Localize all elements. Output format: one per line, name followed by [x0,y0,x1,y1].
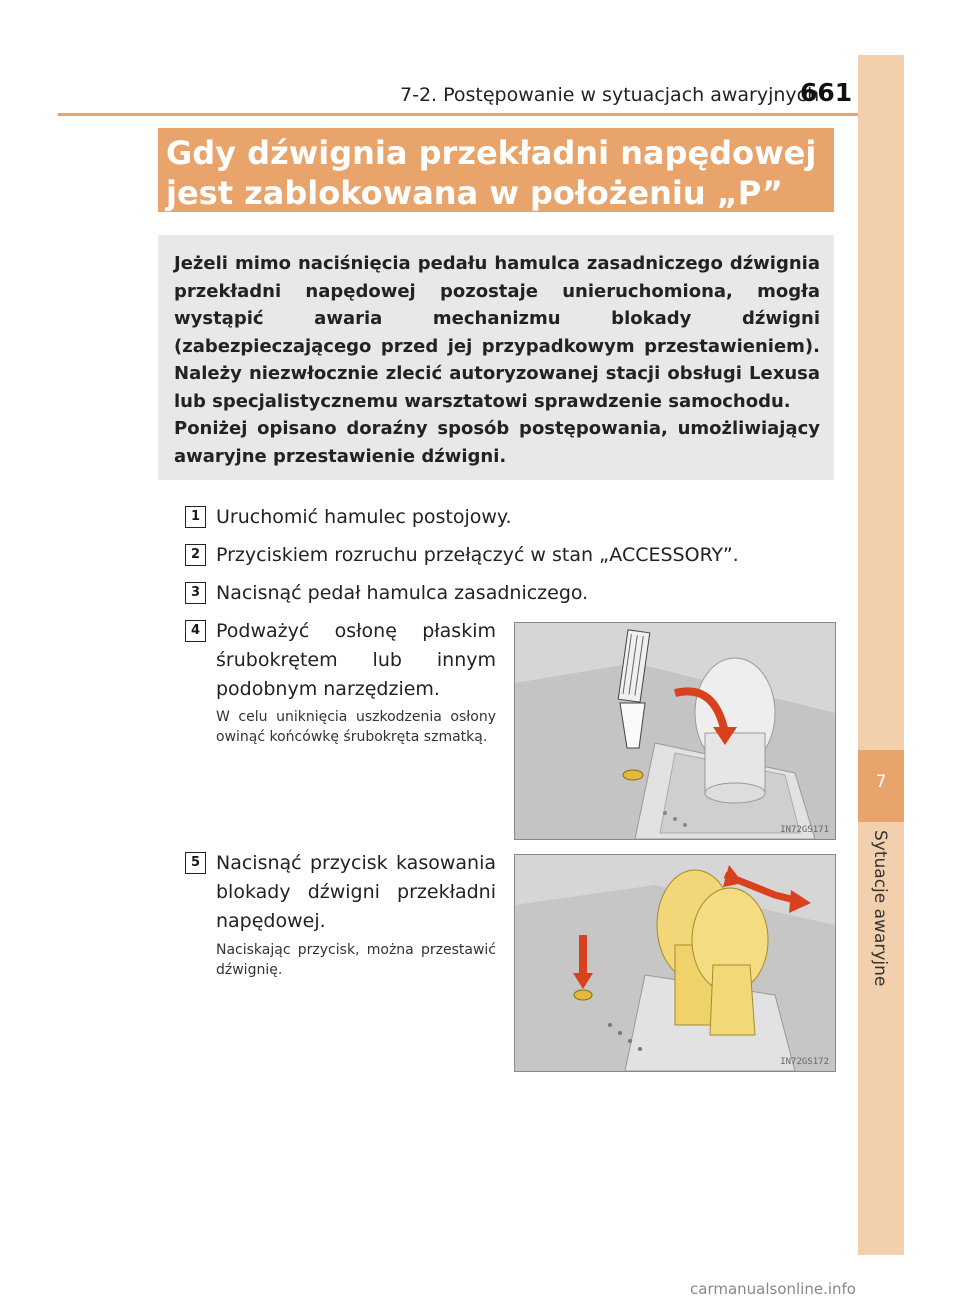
page-number: 661 [800,78,853,107]
step-text: Podważyć osłonę płaskim śrubokrętem lub innym podobnym narzędziem. [216,620,496,700]
step-text: Nacisnąć pedał hamulca zasadniczego. [216,582,589,604]
step-note: W celu uniknięcia uszkodzenia osłony owinąć końcówkę śrubokręta szmatką. [216,709,496,745]
screwdriver-illustration [514,622,836,840]
section-header: 7-2. Postępowanie w sytuacjach awaryjnych [400,84,820,106]
step-number: 5 [185,852,206,874]
intro-paragraph-2: Poniżej opisano doraźny sposób postępowania, umożliwiający awaryjne przestawienie dźwigni. [174,418,820,467]
chapter-label: Sytuacje awaryjne [870,830,890,987]
image-code: IN72GS171 [780,825,829,835]
side-tab [858,55,904,1255]
step-text: Przyciskiem rozruchu przełączyć w stan „ACCESSORY”. [216,544,739,566]
step-text: Uruchomić hamulec postojowy. [216,506,512,528]
step-text: Nacisnąć przycisk kasowania blokady dźwigni przekładni napędowej. [216,852,496,932]
shift-lever-illustration [514,854,836,1072]
footer-watermark: carmanualsonline.info [690,1280,856,1298]
step-number: 1 [185,506,206,528]
step-number: 3 [185,582,206,604]
step-note: Naciskając przycisk, można przestawić dźwignię. [216,942,496,978]
step-number: 4 [185,620,206,642]
page-title: Gdy dźwignia przekładni napędowej jest zablokowana w położeniu „P” [166,134,817,212]
intro-paragraph: Jeżeli mimo naciśnięcia pedału hamulca zasadniczego dźwignia przekładni napędowej pozostaje unieruchomiona, mogła wystąpić awaria mechanizmu blokady dźwigni (zabezpieczającego przed jej przypadkowym przestawieniem). Należy niezwłocznie zlecić autoryzowanej stacji obsługi Lexusa lub specjalistycznemu warsztatowi sprawdzenie samochodu. [174,253,820,412]
image-code: IN72GS172 [780,1057,829,1067]
intro-text [174,250,820,470]
step-number: 2 [185,544,206,566]
header-rule [58,113,858,116]
chapter-number: 7 [875,772,887,792]
